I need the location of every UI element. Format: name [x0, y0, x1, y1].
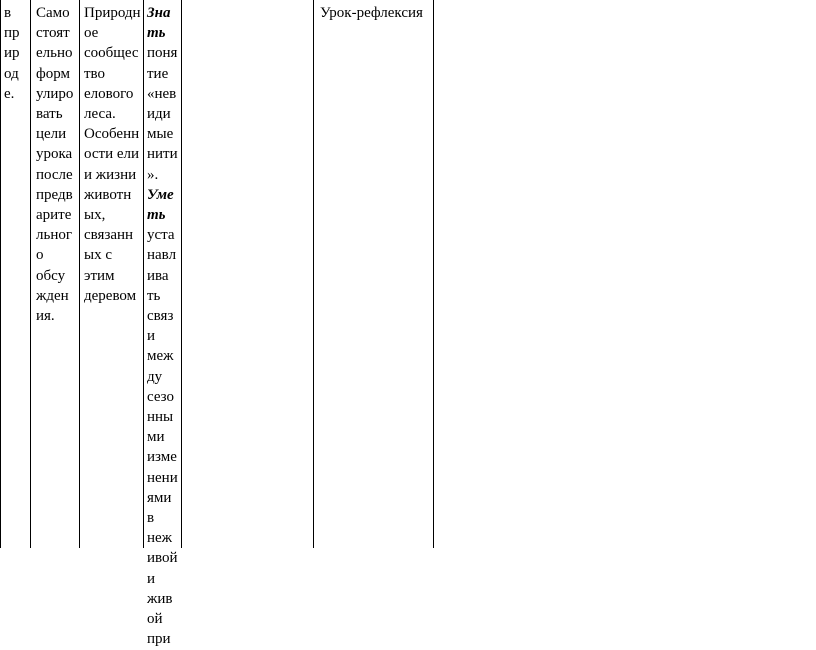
text-line: о: [36, 247, 44, 264]
text-line: сезо: [147, 388, 175, 405]
text-line: изме: [147, 449, 177, 466]
text-line: ».: [147, 166, 159, 183]
column-divider: [313, 0, 314, 548]
text-line: деревом: [84, 287, 137, 304]
text-line: льног: [36, 227, 73, 244]
text-line: е.: [4, 85, 15, 102]
text-line: после: [36, 166, 73, 183]
text-line: ть: [147, 25, 166, 42]
text-line: вать: [36, 106, 63, 123]
text-line: навл: [147, 247, 177, 264]
text-line: этим: [84, 267, 115, 284]
cell-learning-activity: [36, 3, 76, 326]
text-line: цели: [36, 126, 67, 143]
text-line: ть: [147, 207, 166, 224]
text-line: неж: [147, 530, 173, 547]
text-line: в: [147, 510, 155, 527]
text-line: жден: [36, 287, 69, 304]
text-line: нити: [147, 146, 178, 163]
text-line: тие: [147, 65, 169, 82]
cell-content: [84, 3, 142, 306]
text-line: связ: [147, 308, 174, 325]
text-line: поня: [147, 45, 178, 62]
text-line: урока: [36, 146, 73, 163]
text-line: в: [4, 5, 12, 21]
text-line: предв: [36, 186, 73, 203]
text-line: Природн: [84, 5, 141, 21]
text-line: меж: [147, 348, 174, 365]
text-line: при: [147, 631, 171, 648]
cell-lesson-type: [320, 3, 440, 23]
text-line: животн: [84, 186, 132, 203]
text-line: иди: [147, 106, 171, 123]
text-line: ду: [147, 368, 163, 385]
text-line: елового: [84, 85, 134, 102]
text-line: сообщес: [84, 45, 139, 62]
text-line: связанн: [84, 227, 134, 244]
text-line: ива: [147, 267, 169, 284]
text-line: тво: [84, 65, 106, 82]
cell-topic-fragment: [4, 3, 26, 104]
text-line: пр: [4, 25, 20, 42]
cell-outcomes: [147, 3, 177, 650]
text-line: стоят: [36, 25, 70, 42]
text-line: Само: [36, 5, 70, 21]
text-line: леса.: [84, 106, 116, 123]
text-line: ельно: [36, 45, 73, 62]
table-border-left: [0, 0, 1, 548]
text-line: жив: [147, 590, 173, 607]
text-line: обсу: [36, 267, 66, 284]
text-line: ивой: [147, 550, 178, 567]
text-line: Особенн: [84, 126, 140, 143]
text-line: Уме: [147, 186, 174, 203]
text-line: ми: [147, 429, 165, 446]
text-line: ое: [84, 25, 99, 42]
column-divider: [79, 0, 80, 548]
text-line: ир: [4, 45, 20, 62]
text-line: и жизни: [84, 166, 137, 183]
column-divider: [181, 0, 182, 548]
text-line: ями: [147, 489, 172, 506]
text-line: форм: [36, 65, 70, 82]
text-line: арите: [36, 207, 72, 224]
text-line: нени: [147, 469, 178, 486]
text-line: ой: [147, 611, 163, 628]
text-line: ия.: [36, 308, 55, 325]
text-line: улиро: [36, 85, 74, 102]
lesson-type-text: Урок-рефлексия: [320, 5, 423, 21]
text-line: ых,: [84, 207, 106, 224]
column-divider: [30, 0, 31, 548]
text-line: ых с: [84, 247, 112, 264]
text-line: уста: [147, 227, 175, 244]
text-line: и: [147, 570, 156, 587]
text-line: «нев: [147, 85, 177, 102]
text-line: нны: [147, 409, 174, 426]
text-line: мые: [147, 126, 174, 143]
text-line: Зна: [147, 5, 171, 21]
text-line: од: [4, 65, 19, 82]
text-line: ть: [147, 287, 161, 304]
column-divider: [143, 0, 144, 548]
text-line: ости ели: [84, 146, 140, 163]
table-border-right: [433, 0, 434, 548]
text-line: и: [147, 328, 156, 345]
